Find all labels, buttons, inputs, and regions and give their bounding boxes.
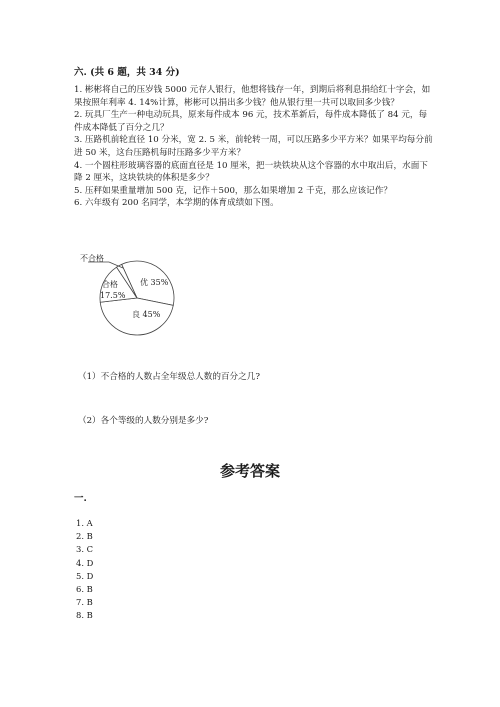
grade-pie-chart — [80, 250, 190, 340]
problem-2: 2. 玩具厂生产一种电动玩具，原来每件成本 96 元，技术革新后，每件成本降低了 84 元，每件成本降低了百分之几？ — [74, 110, 428, 133]
answer-list — [76, 517, 93, 623]
sub-question-2: （2）各个等级的人数分别是多少? — [78, 416, 209, 426]
label-pass-pct: 17.5% — [100, 291, 126, 300]
problem-4: 4. 一个圆柱形玻璃容器的底面直径是 10 厘米，把一块铁块从这个容器的水中取出后，水面下降 2 厘米，这块铁块的体积是多少？ — [74, 160, 428, 184]
label-good: 良 45% — [132, 310, 161, 319]
answer-item: 3. C — [76, 544, 94, 555]
problem-5: 5. 压秤如果重量增加 500 克，记作＋500，那么如果增加 2 千克，那么应该记作？ — [74, 185, 392, 196]
answer-item: 5. D — [76, 570, 94, 581]
answer-item: 4. D — [76, 557, 94, 568]
answers-title: 参考答案 — [219, 462, 280, 480]
sub-question-1: （1）不合格的人数占全年级总人数的百分之几? — [78, 372, 260, 382]
label-excellent: 优 35% — [140, 278, 169, 287]
answer-item: 1. A — [76, 518, 93, 528]
label-fail: 不合格 — [80, 254, 104, 263]
label-pass-name: 合格 — [102, 280, 118, 289]
problem-1: 1. 彬彬将自己的压岁钱 5000 元存人银行，他想将钱存一年，到期后将利息捐给红十字会，如果按照年利率 4. 14%计算，彬彬可以捐出多少钱？他从银行里一共可以取回多少钱？ — [74, 85, 431, 108]
answer-item: 6. B — [76, 584, 93, 595]
problem-3: 3. 压路机前轮直径 10 分米，宽 2. 5 米，前轮转一周，可以压路多少平方米？如果平均每分前进 50 米，这台压路机每时压路多少平方米？ — [74, 135, 433, 158]
problem-6: 6. 六年级有 200 名同学，本学期的体育成绩如下图。 — [74, 198, 279, 209]
answer-item: 2. B — [76, 531, 93, 542]
problem-list — [74, 84, 434, 210]
answer-item: 8. B — [76, 610, 93, 621]
answers-section: 一. — [74, 493, 87, 504]
answer-item: 7. B — [76, 597, 93, 608]
section-title: 六. (共 6 题，共 34 分) — [74, 67, 180, 78]
